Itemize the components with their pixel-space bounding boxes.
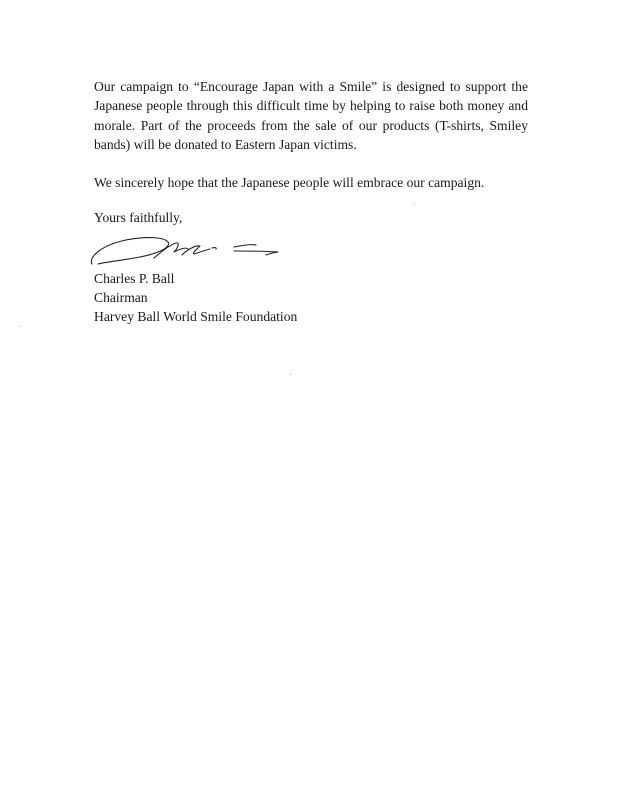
scan-speck (20, 326, 21, 327)
signatory-name: Charles P. Ball (94, 271, 175, 287)
hope-paragraph: We sincerely hope that the Japanese people will embrace our campaign. (94, 174, 485, 190)
scan-speck (414, 203, 415, 204)
signatory-title: Chairman (94, 290, 148, 306)
signatory-block (94, 269, 528, 326)
scan-speck (290, 374, 291, 375)
letter-body (94, 77, 528, 326)
campaign-paragraph: Our campaign to “Encourage Japan with a Smile” is designed to support the Japanese people through this difficult time by helping to raise both money and morale. Part of the proceeds from the sale of our products (T-shirts, Smiley bands) will be donated to Eastern Japan victims. (94, 79, 528, 153)
signatory-organization: Harvey Ball World Smile Foundation (94, 309, 298, 325)
closing-salutation: Yours faithfully, (94, 210, 183, 226)
handwritten-signature (84, 231, 294, 269)
